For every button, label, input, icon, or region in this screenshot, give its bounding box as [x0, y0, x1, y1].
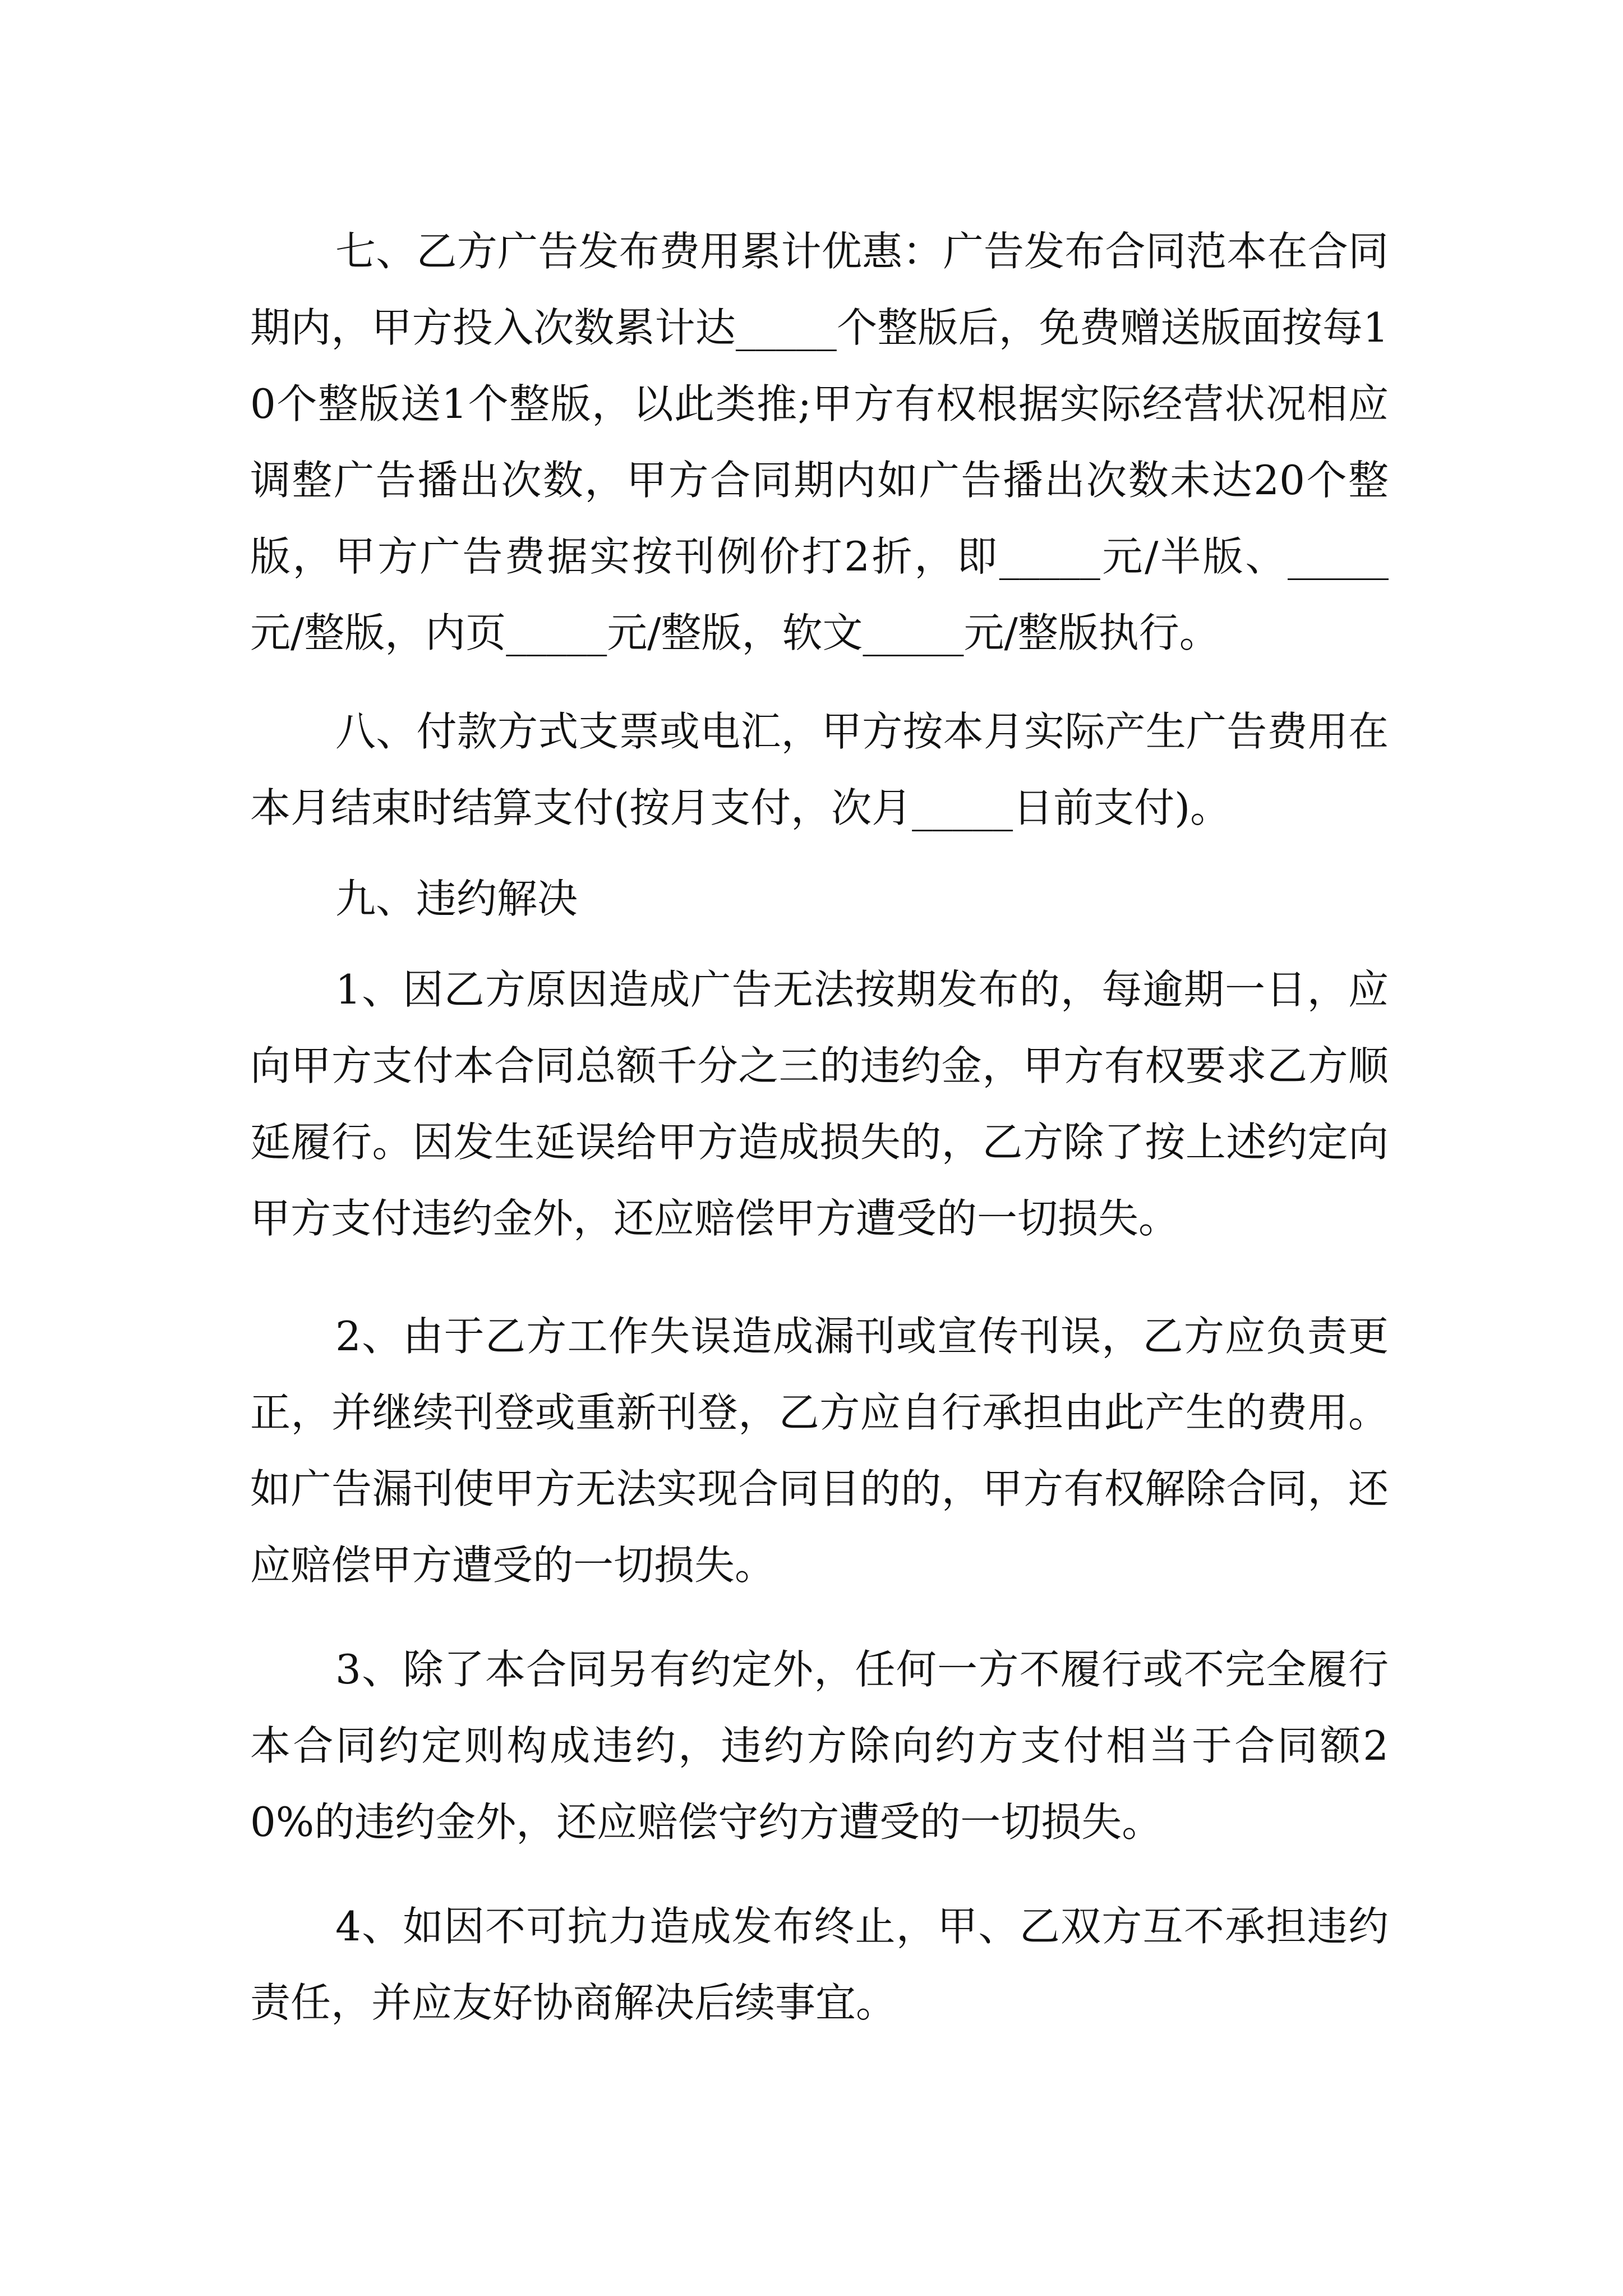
paragraph-seven-discount: 七、乙方广告发布费用累计优惠：广告发布合同范本在合同期内，甲方投入次数累计达_____个整版后，免费赠送版面按每10个整版送1个整版，以此类推;甲方有权根据实际经营状况相应调整广告播出次数，甲方合同期内如广告播出次数未达20个整版，甲方广告费据实按刊例价打2折，即_____元/半版、_____元/整版，内页_____元/整版，软文_____元/整版执行。 [250, 228, 1389, 656]
paragraph-breach-1: 1、因乙方原因造成广告无法按期发布的，每逾期一日，应向甲方支付本合同总额千分之三的违约金，甲方有权要求乙方顺延履行。因发生延误给甲方造成损失的，乙方除了按上述约定向甲方支付违约金外，还应赔偿甲方遭受的一切损失。 [250, 966, 1389, 1242]
paragraph-eight-payment: 八、付款方式支票或电汇，甲方按本月实际产生广告费用在本月结束时结算支付(按月支付，次月_____日前支付)。 [250, 708, 1389, 831]
paragraph-breach-2: 2、由于乙方工作失误造成漏刊或宣传刊误，乙方应负责更正，并继续刊登或重新刊登，乙方应自行承担由此产生的费用。如广告漏刊使甲方无法实现合同目的的，甲方有权解除合同，还应赔偿甲方遭受的一切损失。 [250, 1313, 1389, 1589]
paragraph-nine-heading: 九、违约解决 [335, 875, 578, 922]
paragraph-breach-4: 4、如因不可抗力造成发布终止，甲、乙双方互不承担违约责任，并应友好协商解决后续事宜。 [250, 1903, 1389, 2026]
document-body [250, 213, 1389, 2041]
paragraph-breach-3: 3、除了本合同另有约定外，任何一方不履行或不完全履行本合同约定则构成违约，违约方除向约方支付相当于合同额20%的违约金外，还应赔偿守约方遭受的一切损失。 [250, 1646, 1389, 1846]
